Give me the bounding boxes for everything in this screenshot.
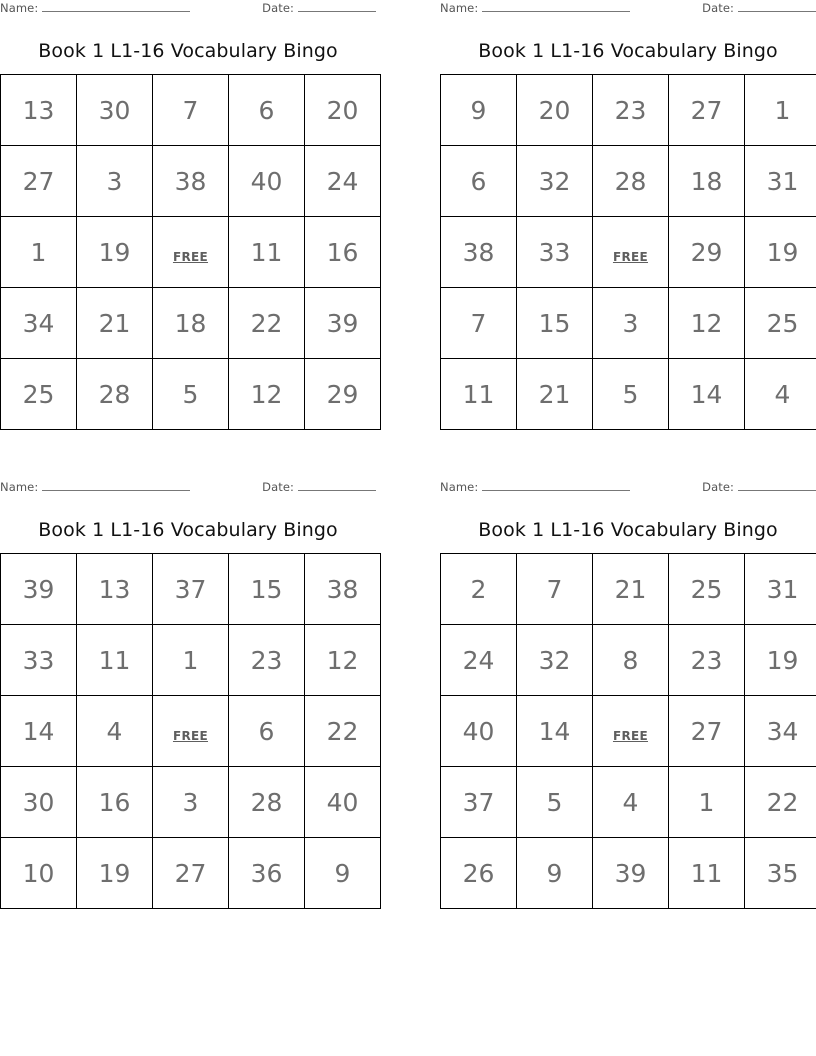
- bingo-cell-value: 11: [690, 858, 723, 888]
- bingo-cell[interactable]: [77, 767, 153, 838]
- bingo-cell[interactable]: [441, 217, 517, 288]
- bingo-cell[interactable]: [593, 767, 669, 838]
- card-title: Book 1 L1-16 Vocabulary Bingo: [38, 40, 338, 62]
- bingo-cell-value: 25: [766, 308, 799, 338]
- bingo-row: [1, 359, 381, 430]
- bingo-row: [1, 146, 381, 217]
- bingo-row: [441, 625, 816, 696]
- bingo-cell[interactable]: [229, 146, 305, 217]
- bingo-cell[interactable]: [305, 838, 381, 909]
- bingo-cell-value: 1: [30, 237, 47, 267]
- bingo-cell-value: 33: [22, 645, 55, 675]
- bingo-cell-value: 19: [766, 237, 799, 267]
- bingo-cell-value: 5: [622, 379, 639, 409]
- bingo-cell[interactable]: [441, 767, 517, 838]
- bingo-cell-value: 18: [174, 308, 207, 338]
- bingo-cell-value: 27: [174, 858, 207, 888]
- bingo-cell[interactable]: [745, 359, 816, 430]
- bingo-cell[interactable]: [517, 554, 593, 625]
- bingo-cell-value: 23: [690, 645, 723, 675]
- bingo-cell-value: 21: [98, 308, 131, 338]
- name-input-line[interactable]: [482, 0, 630, 12]
- bingo-cell-value: 36: [250, 858, 283, 888]
- bingo-cell-value: 29: [690, 237, 723, 267]
- bingo-cell-value: 19: [98, 858, 131, 888]
- bingo-cell-value: 4: [622, 787, 639, 817]
- name-date-line: [0, 0, 376, 20]
- bingo-cell[interactable]: [441, 554, 517, 625]
- bingo-cell[interactable]: [1, 696, 77, 767]
- bingo-cell[interactable]: [305, 767, 381, 838]
- bingo-cell-value: 13: [98, 574, 131, 604]
- bingo-cell-value: 14: [690, 379, 723, 409]
- bingo-cell-value: 28: [250, 787, 283, 817]
- date-input-line[interactable]: [298, 0, 376, 12]
- bingo-cell[interactable]: [745, 696, 816, 767]
- bingo-cell[interactable]: [305, 696, 381, 767]
- bingo-cell-value: 16: [326, 237, 359, 267]
- bingo-cell[interactable]: [593, 75, 669, 146]
- bingo-cell[interactable]: [1, 146, 77, 217]
- bingo-cell-value: 4: [774, 379, 791, 409]
- bingo-cell[interactable]: [229, 288, 305, 359]
- bingo-cell-value: 32: [538, 645, 571, 675]
- bingo-cell-value: 7: [182, 95, 199, 125]
- bingo-cell[interactable]: [593, 554, 669, 625]
- bingo-cell-value: 20: [326, 95, 359, 125]
- bingo-cell-value: 39: [326, 308, 359, 338]
- bingo-cell-value: 12: [326, 645, 359, 675]
- bingo-row: [441, 838, 816, 909]
- bingo-row: [1, 625, 381, 696]
- bingo-cell[interactable]: [517, 146, 593, 217]
- bingo-cell-value: 28: [98, 379, 131, 409]
- bingo-cell[interactable]: [1, 288, 77, 359]
- bingo-free-label: FREE: [172, 249, 209, 264]
- card-title: Book 1 L1-16 Vocabulary Bingo: [38, 519, 338, 541]
- bingo-cell-value: 13: [22, 95, 55, 125]
- bingo-cell-value: 30: [22, 787, 55, 817]
- bingo-cell-value: 18: [690, 166, 723, 196]
- bingo-cell-value: 40: [250, 166, 283, 196]
- bingo-cell[interactable]: [229, 767, 305, 838]
- bingo-cell[interactable]: [305, 554, 381, 625]
- bingo-cell[interactable]: [745, 75, 816, 146]
- bingo-cell-value: 23: [250, 645, 283, 675]
- bingo-cell-value: 5: [546, 787, 563, 817]
- bingo-card-bottom-left: [0, 479, 376, 909]
- bingo-cell[interactable]: [745, 767, 816, 838]
- bingo-cell[interactable]: [77, 359, 153, 430]
- bingo-row: [1, 838, 381, 909]
- bingo-cell-value: 37: [462, 787, 495, 817]
- bingo-cell-value: 31: [766, 166, 799, 196]
- bingo-cell-value: 30: [98, 95, 131, 125]
- bingo-row: [441, 359, 816, 430]
- date-input-line[interactable]: [738, 479, 816, 491]
- bingo-cell[interactable]: [229, 554, 305, 625]
- bingo-cell-value: 10: [22, 858, 55, 888]
- bingo-grid: [440, 74, 816, 430]
- bingo-cell-value: 16: [98, 787, 131, 817]
- bingo-cell-value: 21: [538, 379, 571, 409]
- bingo-cell[interactable]: [1, 554, 77, 625]
- bingo-cell[interactable]: [153, 838, 229, 909]
- bingo-cell-value: 11: [250, 237, 283, 267]
- bingo-cell[interactable]: [153, 767, 229, 838]
- bingo-cell[interactable]: [745, 625, 816, 696]
- bingo-cell-value: 25: [22, 379, 55, 409]
- date-input-line[interactable]: [738, 0, 816, 12]
- bingo-cell[interactable]: [229, 217, 305, 288]
- bingo-cell[interactable]: [517, 696, 593, 767]
- bingo-cell[interactable]: [669, 359, 745, 430]
- bingo-cell[interactable]: [593, 288, 669, 359]
- bingo-cell[interactable]: [305, 359, 381, 430]
- bingo-cell-value: 11: [462, 379, 495, 409]
- bingo-cell-value: 32: [538, 166, 571, 196]
- name-label: Name:: [0, 1, 39, 15]
- bingo-cell-value: 14: [22, 716, 55, 746]
- bingo-cell-value: 15: [250, 574, 283, 604]
- bingo-cell-value: 37: [174, 574, 207, 604]
- bingo-cell[interactable]: [669, 554, 745, 625]
- bingo-cell-value: 6: [470, 166, 487, 196]
- bingo-cell-value: 12: [690, 308, 723, 338]
- bingo-card-bottom-right: [440, 479, 816, 909]
- bingo-cell[interactable]: [517, 217, 593, 288]
- bingo-cell[interactable]: [229, 696, 305, 767]
- bingo-cell[interactable]: [593, 838, 669, 909]
- bingo-cell[interactable]: [669, 767, 745, 838]
- date-label: Date:: [262, 1, 294, 15]
- bingo-cell[interactable]: [441, 696, 517, 767]
- bingo-row: [1, 767, 381, 838]
- bingo-cell-value: 19: [766, 645, 799, 675]
- date-label: Date:: [702, 480, 734, 494]
- bingo-cell[interactable]: [517, 625, 593, 696]
- bingo-cell-value: 24: [462, 645, 495, 675]
- bingo-cell[interactable]: [305, 217, 381, 288]
- date-input-line[interactable]: [298, 479, 376, 491]
- bingo-cell[interactable]: [153, 359, 229, 430]
- bingo-row: [441, 217, 816, 288]
- bingo-cell-value: 28: [614, 166, 647, 196]
- bingo-cell-value: 6: [258, 95, 275, 125]
- bingo-cell-value: 19: [98, 237, 131, 267]
- bingo-cell[interactable]: [153, 146, 229, 217]
- bingo-grid: [440, 553, 816, 909]
- bingo-cell[interactable]: [77, 75, 153, 146]
- bingo-cell-value: 26: [462, 858, 495, 888]
- bingo-free-cell[interactable]: [153, 217, 229, 288]
- bingo-cell[interactable]: [669, 75, 745, 146]
- bingo-row: [441, 146, 816, 217]
- bingo-cell-value: 21: [614, 574, 647, 604]
- bingo-row: [1, 696, 381, 767]
- name-date-line: [440, 479, 816, 499]
- bingo-cell[interactable]: [1, 217, 77, 288]
- bingo-cell[interactable]: [745, 838, 816, 909]
- bingo-cell-value: 14: [538, 716, 571, 746]
- bingo-cell[interactable]: [441, 838, 517, 909]
- bingo-cell[interactable]: [153, 288, 229, 359]
- bingo-cell-value: 38: [326, 574, 359, 604]
- bingo-cell[interactable]: [593, 146, 669, 217]
- bingo-cell-value: 1: [774, 95, 791, 125]
- bingo-row: [1, 288, 381, 359]
- bingo-cell-value: 20: [538, 95, 571, 125]
- bingo-cell[interactable]: [441, 359, 517, 430]
- bingo-cell-value: 6: [258, 716, 275, 746]
- bingo-cell[interactable]: [1, 767, 77, 838]
- bingo-cell[interactable]: [305, 146, 381, 217]
- bingo-cell-value: 9: [470, 95, 487, 125]
- bingo-cell[interactable]: [229, 838, 305, 909]
- bingo-cell[interactable]: [745, 554, 816, 625]
- name-date-line: [440, 0, 816, 20]
- bingo-free-label: FREE: [612, 728, 649, 743]
- bingo-cell-value: 39: [22, 574, 55, 604]
- bingo-cell-value: 9: [546, 858, 563, 888]
- bingo-cell-value: 15: [538, 308, 571, 338]
- bingo-cell[interactable]: [305, 288, 381, 359]
- bingo-row: [441, 288, 816, 359]
- name-label: Name:: [440, 480, 479, 494]
- card-title: Book 1 L1-16 Vocabulary Bingo: [478, 40, 778, 62]
- bingo-cell[interactable]: [77, 554, 153, 625]
- bingo-cell[interactable]: [669, 838, 745, 909]
- bingo-cell[interactable]: [745, 217, 816, 288]
- bingo-cell-value: 29: [326, 379, 359, 409]
- bingo-cell[interactable]: [517, 75, 593, 146]
- bingo-row: [1, 75, 381, 146]
- bingo-cell[interactable]: [745, 146, 816, 217]
- date-label: Date:: [702, 1, 734, 15]
- name-input-line[interactable]: [482, 479, 630, 491]
- bingo-grid: [0, 74, 381, 430]
- bingo-cell[interactable]: [441, 288, 517, 359]
- bingo-cell[interactable]: [669, 696, 745, 767]
- bingo-cell-value: 23: [614, 95, 647, 125]
- bingo-cell[interactable]: [1, 838, 77, 909]
- bingo-cell-value: 27: [22, 166, 55, 196]
- bingo-free-cell[interactable]: [593, 217, 669, 288]
- bingo-cell-value: 40: [326, 787, 359, 817]
- bingo-cell-value: 3: [622, 308, 639, 338]
- bingo-cell-value: 22: [326, 716, 359, 746]
- bingo-row: [441, 554, 816, 625]
- bingo-cell[interactable]: [517, 767, 593, 838]
- bingo-cell-value: 34: [22, 308, 55, 338]
- bingo-cell-value: 22: [766, 787, 799, 817]
- bingo-cell[interactable]: [77, 217, 153, 288]
- bingo-cell[interactable]: [441, 146, 517, 217]
- bingo-cell-value: 34: [766, 716, 799, 746]
- name-input-line[interactable]: [42, 0, 190, 12]
- bingo-cell[interactable]: [517, 359, 593, 430]
- bingo-cell[interactable]: [77, 146, 153, 217]
- bingo-cell-value: 9: [334, 858, 351, 888]
- bingo-cell-value: 33: [538, 237, 571, 267]
- bingo-cell-value: 25: [690, 574, 723, 604]
- bingo-cell-value: 1: [698, 787, 715, 817]
- bingo-cell-value: 12: [250, 379, 283, 409]
- bingo-cell[interactable]: [229, 359, 305, 430]
- bingo-cell[interactable]: [229, 625, 305, 696]
- bingo-cell-value: 35: [766, 858, 799, 888]
- card-title: Book 1 L1-16 Vocabulary Bingo: [478, 519, 778, 541]
- bingo-cell-value: 7: [546, 574, 563, 604]
- name-label: Name:: [0, 480, 39, 494]
- bingo-card-top-right: [440, 0, 816, 430]
- name-date-line: [0, 479, 376, 499]
- bingo-grid: [0, 553, 381, 909]
- bingo-cell-value: 39: [614, 858, 647, 888]
- bingo-cell[interactable]: [153, 75, 229, 146]
- bingo-cell-value: 2: [470, 574, 487, 604]
- bingo-row: [1, 554, 381, 625]
- bingo-cell[interactable]: [441, 625, 517, 696]
- bingo-cell-value: 31: [766, 574, 799, 604]
- bingo-cell-value: 4: [106, 716, 123, 746]
- bingo-cell[interactable]: [1, 625, 77, 696]
- bingo-cell[interactable]: [305, 625, 381, 696]
- bingo-cell[interactable]: [669, 217, 745, 288]
- bingo-cell-value: 38: [462, 237, 495, 267]
- bingo-cell[interactable]: [441, 75, 517, 146]
- bingo-cell-value: 27: [690, 95, 723, 125]
- bingo-free-label: FREE: [612, 249, 649, 264]
- name-label: Name:: [440, 1, 479, 15]
- bingo-cell-value: 24: [326, 166, 359, 196]
- bingo-cell[interactable]: [77, 838, 153, 909]
- bingo-cell[interactable]: [669, 288, 745, 359]
- bingo-cell-value: 3: [106, 166, 123, 196]
- bingo-cell[interactable]: [593, 625, 669, 696]
- bingo-cell[interactable]: [77, 696, 153, 767]
- bingo-cell[interactable]: [153, 554, 229, 625]
- bingo-cell-value: 38: [174, 166, 207, 196]
- bingo-cell-value: 3: [182, 787, 199, 817]
- bingo-row: [441, 767, 816, 838]
- bingo-cell-value: 7: [470, 308, 487, 338]
- bingo-cell-value: 27: [690, 716, 723, 746]
- bingo-card-top-left: [0, 0, 376, 430]
- bingo-cell-value: 1: [182, 645, 199, 675]
- bingo-cell[interactable]: [669, 625, 745, 696]
- bingo-cell[interactable]: [1, 75, 77, 146]
- bingo-cell[interactable]: [1, 359, 77, 430]
- bingo-cell-value: 11: [98, 645, 131, 675]
- name-input-line[interactable]: [42, 479, 190, 491]
- bingo-free-cell[interactable]: [593, 696, 669, 767]
- bingo-cell-value: 8: [622, 645, 639, 675]
- date-label: Date:: [262, 480, 294, 494]
- bingo-cell-value: 40: [462, 716, 495, 746]
- bingo-cell[interactable]: [669, 146, 745, 217]
- bingo-cell[interactable]: [77, 625, 153, 696]
- bingo-row: [1, 217, 381, 288]
- bingo-cell[interactable]: [517, 838, 593, 909]
- bingo-cell[interactable]: [153, 625, 229, 696]
- bingo-cell-value: 5: [182, 379, 199, 409]
- bingo-row: [441, 696, 816, 767]
- bingo-cell[interactable]: [745, 288, 816, 359]
- bingo-cell-value: 22: [250, 308, 283, 338]
- bingo-cell[interactable]: [229, 75, 305, 146]
- bingo-cell[interactable]: [593, 359, 669, 430]
- bingo-cell[interactable]: [517, 288, 593, 359]
- bingo-cell[interactable]: [305, 75, 381, 146]
- bingo-row: [441, 75, 816, 146]
- bingo-free-label: FREE: [172, 728, 209, 743]
- bingo-cell[interactable]: [77, 288, 153, 359]
- bingo-free-cell[interactable]: [153, 696, 229, 767]
